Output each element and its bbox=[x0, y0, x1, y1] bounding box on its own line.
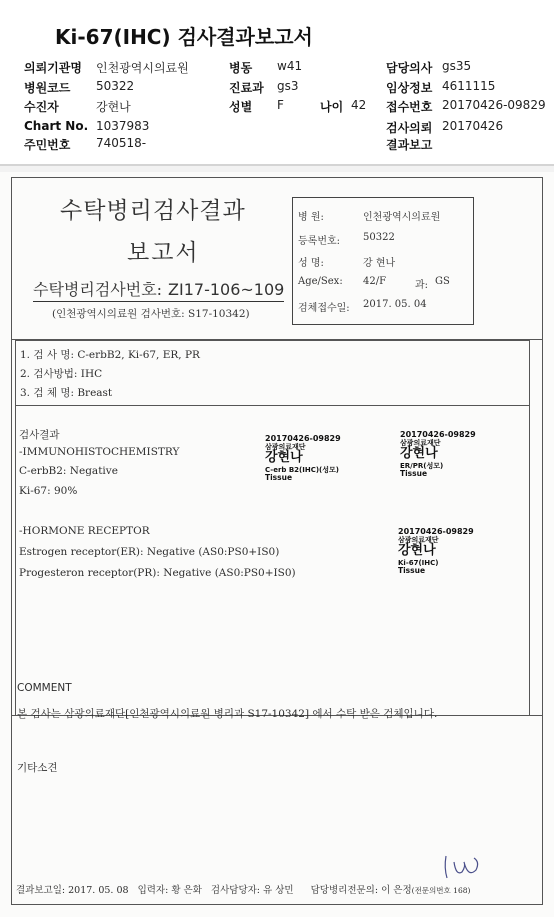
doctor-value: gs35 bbox=[442, 59, 472, 73]
label-type: Tissue bbox=[398, 566, 426, 576]
result-report-label: 결과보고 bbox=[386, 138, 433, 152]
results-right-line bbox=[529, 405, 530, 715]
exam-box-bottom bbox=[15, 405, 529, 406]
footer-tech: 검사담당자: 유 상민 bbox=[210, 885, 294, 896]
label-name: 강현나 bbox=[398, 543, 436, 559]
comment-heading: COMMENT bbox=[17, 682, 72, 694]
label-id: 20170426-09829 bbox=[265, 434, 341, 443]
sex-label: 성별 bbox=[229, 100, 253, 114]
institution-value: 인천광역시의료원 bbox=[96, 61, 189, 75]
label-test: Ki-67(IHC) bbox=[398, 559, 439, 568]
comment-text: 본 검사는 삼광의료재단[인천광역시의료원 병리과 S17-10342] 에서 수탁 받은 검체입니다. bbox=[17, 708, 438, 720]
cerbb2-result: C-erbB2: Negative bbox=[19, 465, 118, 477]
exam-box-top bbox=[15, 340, 529, 341]
report-footer bbox=[16, 882, 470, 896]
doctor-label: 담당의사 bbox=[386, 61, 433, 75]
exam-box-left bbox=[15, 340, 16, 405]
chart-no-label: Chart No. bbox=[24, 119, 89, 133]
footer-report-date: 결과보고일: 2017. 05. 08 bbox=[16, 885, 129, 896]
department-value: gs3 bbox=[277, 79, 299, 93]
report-title-line1: 수탁병리검사결과 bbox=[60, 198, 246, 224]
exam-method: 2. 검사방법: IHC bbox=[20, 368, 103, 380]
receipt-no-label: 접수번호 bbox=[386, 100, 433, 114]
box-age-sex-value: 42/F bbox=[363, 276, 387, 287]
age-label: 나이 bbox=[320, 100, 344, 114]
label-type: Tissue bbox=[400, 469, 428, 479]
specimen-label-ki67 bbox=[398, 527, 474, 576]
box-reg-no-value: 50322 bbox=[363, 232, 395, 243]
label-org: 삼광의료재단 bbox=[265, 443, 306, 452]
other-findings-label: 기타소견 bbox=[17, 762, 58, 774]
box-name-label: 성 명: bbox=[298, 258, 324, 269]
er-result: Estrogen receptor(ER): Negative (AS0:PS0+IS0) bbox=[19, 546, 280, 558]
clinical-info-value: 4611115 bbox=[442, 79, 496, 93]
patient-info-box bbox=[292, 197, 474, 325]
report-number-label: 수탁병리검사번호: bbox=[33, 280, 163, 299]
box-dept-value: GS bbox=[435, 276, 450, 287]
report-header bbox=[0, 0, 554, 164]
hospital-code-value: 50322 bbox=[96, 79, 135, 93]
report-number bbox=[33, 277, 284, 302]
chart-no-value: 1037983 bbox=[96, 119, 150, 133]
box-hospital-label: 병 원: bbox=[298, 212, 324, 223]
label-org: 삼광의료재단 bbox=[398, 536, 439, 545]
report-number-value: ZI17-106~109 bbox=[168, 280, 285, 299]
page-title: Ki-67(IHC) 검사결과보고서 bbox=[55, 25, 313, 49]
report-title-line2: 보고서 bbox=[127, 240, 200, 266]
hospital-code-label: 병원코드 bbox=[24, 81, 71, 95]
box-name-value: 강 현나 bbox=[363, 258, 396, 269]
clinical-info-label: 임상정보 bbox=[386, 81, 433, 95]
specimen-label-cerbb2 bbox=[265, 434, 341, 483]
sex-value: F bbox=[277, 98, 284, 112]
ward-value: w41 bbox=[277, 59, 303, 73]
box-age-sex-label: Age/Sex: bbox=[298, 276, 343, 287]
footer-pathologist: 담당병리전문의: 이 은정 bbox=[310, 885, 412, 896]
label-type: Tissue bbox=[265, 473, 293, 483]
report-subtitle: (인천광역시의료원 검사번호: S17-10342) bbox=[52, 308, 250, 320]
footer-license: (전문의번호 168) bbox=[411, 886, 471, 895]
box-received-value: 2017. 05. 04 bbox=[363, 299, 427, 310]
scanned-report bbox=[0, 172, 554, 917]
pathologist-signature bbox=[432, 848, 492, 886]
request-date-label: 검사의뢰 bbox=[386, 121, 433, 135]
results-heading: 검사결과 bbox=[19, 429, 60, 441]
patient-value: 강현나 bbox=[96, 100, 131, 114]
label-name: 강현나 bbox=[400, 446, 438, 462]
department-label: 진료과 bbox=[229, 81, 264, 95]
exam-specimen: 3. 검 체 명: Breast bbox=[20, 387, 113, 399]
label-name: 강현나 bbox=[265, 450, 303, 466]
box-hospital-value: 인천광역시의료원 bbox=[363, 212, 441, 223]
resident-no-label: 주민번호 bbox=[24, 138, 71, 152]
label-test: C-erb B2(IHC)(성모) bbox=[265, 466, 339, 475]
ward-label: 병동 bbox=[229, 61, 253, 75]
receipt-no-value: 20170426-09829 bbox=[442, 98, 546, 112]
box-reg-no-label: 등록번호: bbox=[298, 236, 341, 247]
box-dept-label: 과: bbox=[415, 280, 429, 291]
label-id: 20170426-09829 bbox=[398, 527, 474, 536]
exam-box-right bbox=[529, 340, 530, 405]
exam-name: 1. 검 사 명: C-erbB2, Ki-67, ER, PR bbox=[20, 349, 200, 361]
resident-no-value: 740518- bbox=[96, 136, 147, 150]
footer-entered-by: 입력자: 황 은화 bbox=[137, 885, 202, 896]
request-date-value: 20170426 bbox=[442, 119, 504, 133]
hormone-heading: -HORMONE RECEPTOR bbox=[19, 525, 150, 537]
results-left-line bbox=[15, 405, 16, 715]
box-received-label: 검체접수일: bbox=[298, 303, 350, 314]
label-org: 삼광의료재단 bbox=[400, 439, 441, 448]
label-id: 20170426-09829 bbox=[400, 430, 476, 439]
age-value: 42 bbox=[351, 98, 367, 112]
label-test: ER/PR(성모) bbox=[400, 462, 444, 471]
patient-label: 수진자 bbox=[24, 100, 59, 114]
ki67-result: Ki-67: 90% bbox=[19, 485, 78, 497]
ihc-heading: -IMMUNOHISTOCHEMISTRY bbox=[19, 446, 180, 458]
institution-label: 의뢰기관명 bbox=[24, 61, 82, 75]
specimen-label-erpr bbox=[400, 430, 476, 479]
pr-result: Progesteron receptor(PR): Negative (AS0:PS0+IS0) bbox=[19, 567, 296, 579]
